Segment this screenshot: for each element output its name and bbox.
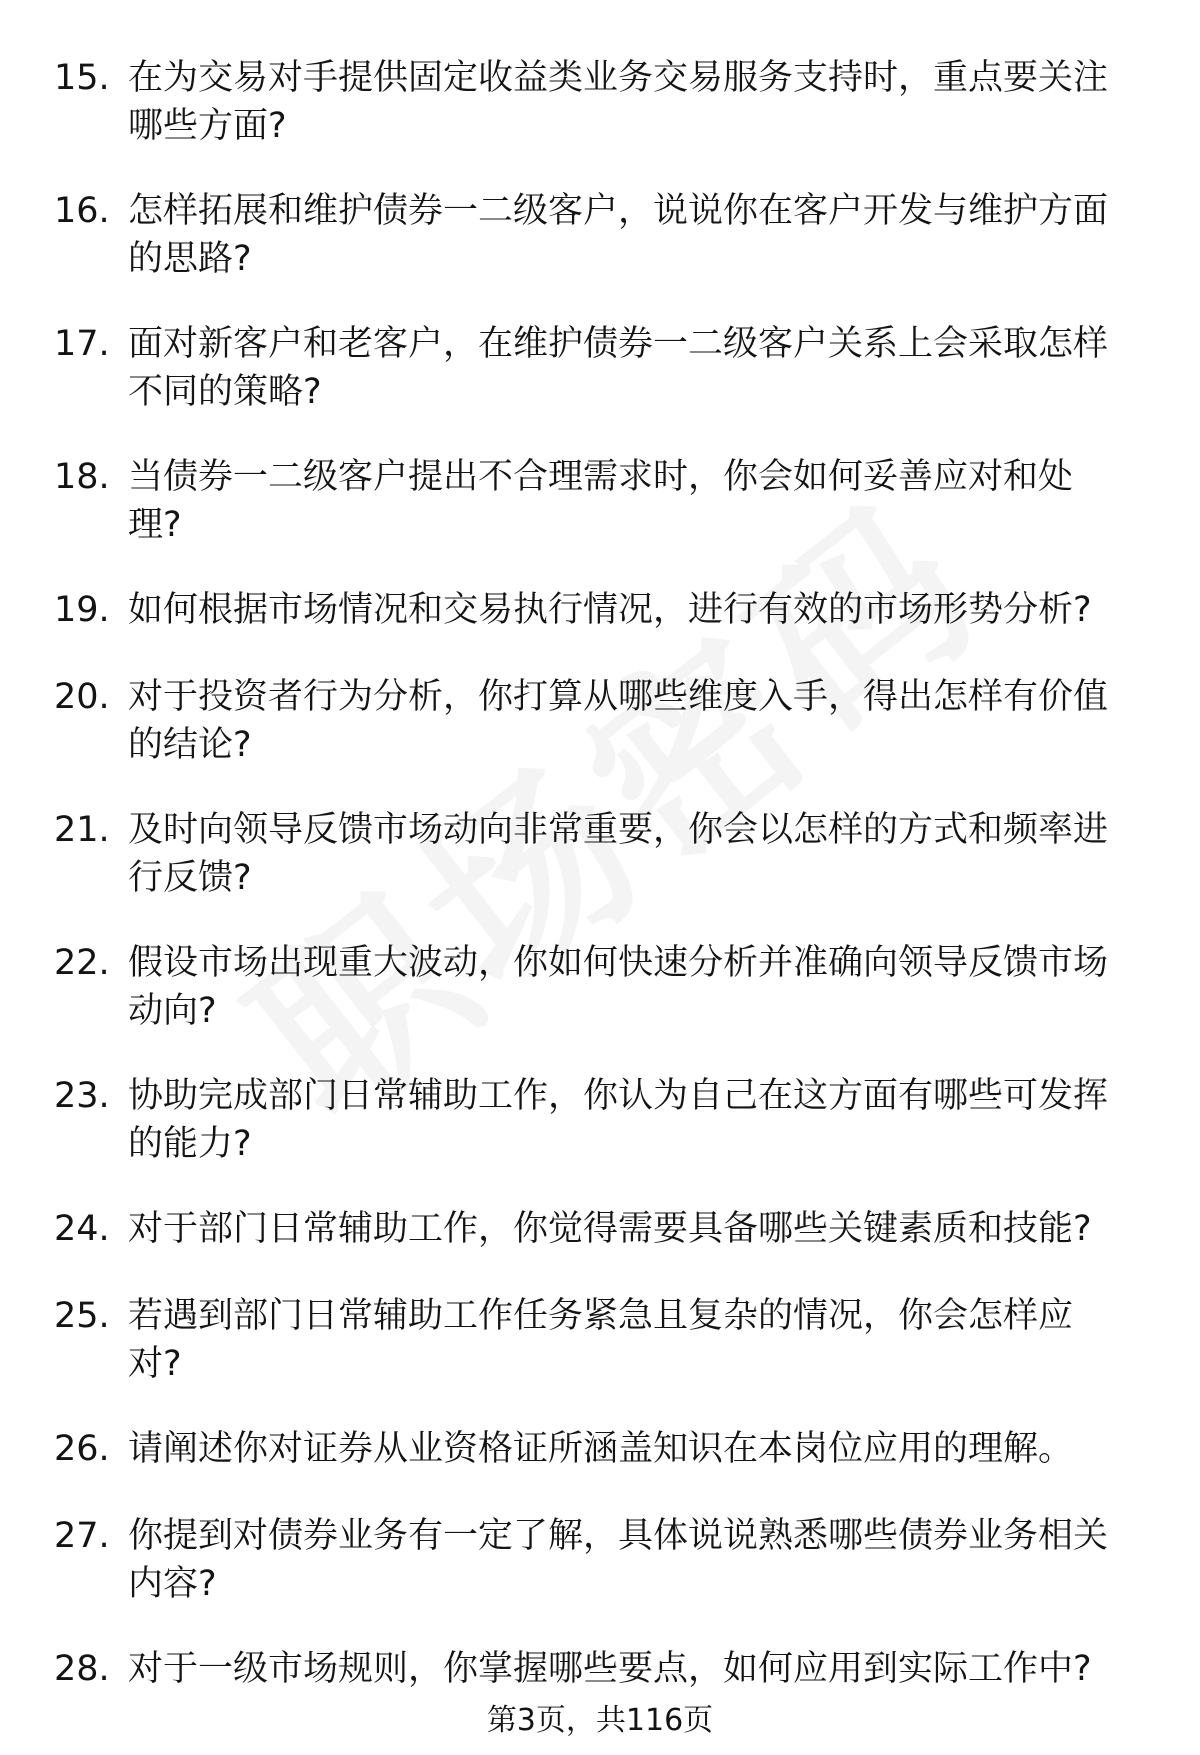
question-text — [128, 54, 1158, 150]
question-number: 24. — [54, 1209, 110, 1249]
question-line: 怎样拓展和维护债券一二级客户，说说你在客户开发与维护方面 — [128, 191, 1109, 231]
question-line: 对于部门日常辅助工作，你觉得需要具备哪些关键素质和技能? — [128, 1209, 1092, 1249]
question-item — [0, 320, 1200, 453]
question-line: 协助完成部门日常辅助工作，你认为自己在这方面有哪些可发挥 — [128, 1076, 1109, 1116]
question-item — [0, 806, 1200, 939]
question-line: 哪些方面? — [128, 106, 287, 146]
question-number: 21. — [54, 810, 110, 850]
question-item — [0, 1645, 1200, 1705]
question-item — [0, 1425, 1200, 1512]
question-item — [0, 1292, 1200, 1425]
question-item — [0, 1072, 1200, 1205]
question-line: 请阐述你对证券从业资格证所涵盖知识在本岗位应用的理解。 — [128, 1429, 1074, 1469]
question-line: 的思路? — [128, 239, 252, 279]
question-line: 及时向领导反馈市场动向非常重要，你会以怎样的方式和频率进 — [128, 810, 1109, 850]
question-line: 的结论? — [128, 725, 252, 765]
question-text — [128, 1645, 1158, 1693]
question-line: 对于投资者行为分析，你打算从哪些维度入手，得出怎样有价值 — [128, 677, 1109, 717]
question-line: 内容? — [128, 1564, 217, 1604]
question-item — [0, 586, 1200, 673]
question-text — [128, 1512, 1158, 1608]
question-number: 15. — [54, 58, 110, 98]
question-number: 20. — [54, 677, 110, 717]
question-line: 行反馈? — [128, 858, 252, 898]
question-text — [128, 1072, 1158, 1168]
question-number: 25. — [54, 1296, 110, 1336]
question-item — [0, 187, 1200, 320]
question-line: 对于一级市场规则，你掌握哪些要点，如何应用到实际工作中? — [128, 1649, 1092, 1689]
question-text — [128, 187, 1158, 283]
question-number: 17. — [54, 324, 110, 364]
question-line: 若遇到部门日常辅助工作任务紧急且复杂的情况，你会怎样应 — [128, 1296, 1074, 1336]
question-number: 22. — [54, 943, 110, 983]
question-line: 如何根据市场情况和交易执行情况，进行有效的市场形势分析? — [128, 590, 1092, 630]
question-line: 当债券一二级客户提出不合理需求时，你会如何妥善应对和处 — [128, 457, 1074, 497]
question-text — [128, 1205, 1158, 1253]
question-line: 的能力? — [128, 1124, 252, 1164]
question-number: 23. — [54, 1076, 110, 1116]
question-list — [0, 54, 1200, 1705]
question-item — [0, 54, 1200, 187]
question-text — [128, 806, 1158, 902]
question-line: 理? — [128, 505, 182, 545]
question-line: 你提到对债券业务有一定了解，具体说说熟悉哪些债券业务相关 — [128, 1516, 1109, 1556]
question-item — [0, 1512, 1200, 1645]
question-number: 26. — [54, 1429, 110, 1469]
question-item — [0, 1205, 1200, 1292]
question-number: 18. — [54, 457, 110, 497]
question-line: 面对新客户和老客户，在维护债券一二级客户关系上会采取怎样 — [128, 324, 1109, 364]
page-footer: 第3页，共116页 — [486, 1703, 714, 1738]
question-text — [128, 1425, 1158, 1473]
question-item — [0, 453, 1200, 586]
question-item — [0, 939, 1200, 1072]
question-line: 假设市场出现重大波动，你如何快速分析并准确向领导反馈市场 — [128, 943, 1109, 983]
question-item — [0, 673, 1200, 806]
question-text — [128, 453, 1158, 549]
question-line: 对? — [128, 1344, 182, 1384]
question-line: 不同的策略? — [128, 372, 322, 412]
question-text — [128, 673, 1158, 769]
question-text — [128, 320, 1158, 416]
question-line: 动向? — [128, 991, 217, 1031]
question-number: 27. — [54, 1516, 110, 1556]
question-line: 在为交易对手提供固定收益类业务交易服务支持时，重点要关注 — [128, 58, 1109, 98]
question-text — [128, 586, 1158, 634]
question-number: 28. — [54, 1649, 110, 1689]
question-number: 16. — [54, 191, 110, 231]
question-number: 19. — [54, 590, 110, 630]
question-text — [128, 939, 1158, 1035]
question-text — [128, 1292, 1158, 1388]
